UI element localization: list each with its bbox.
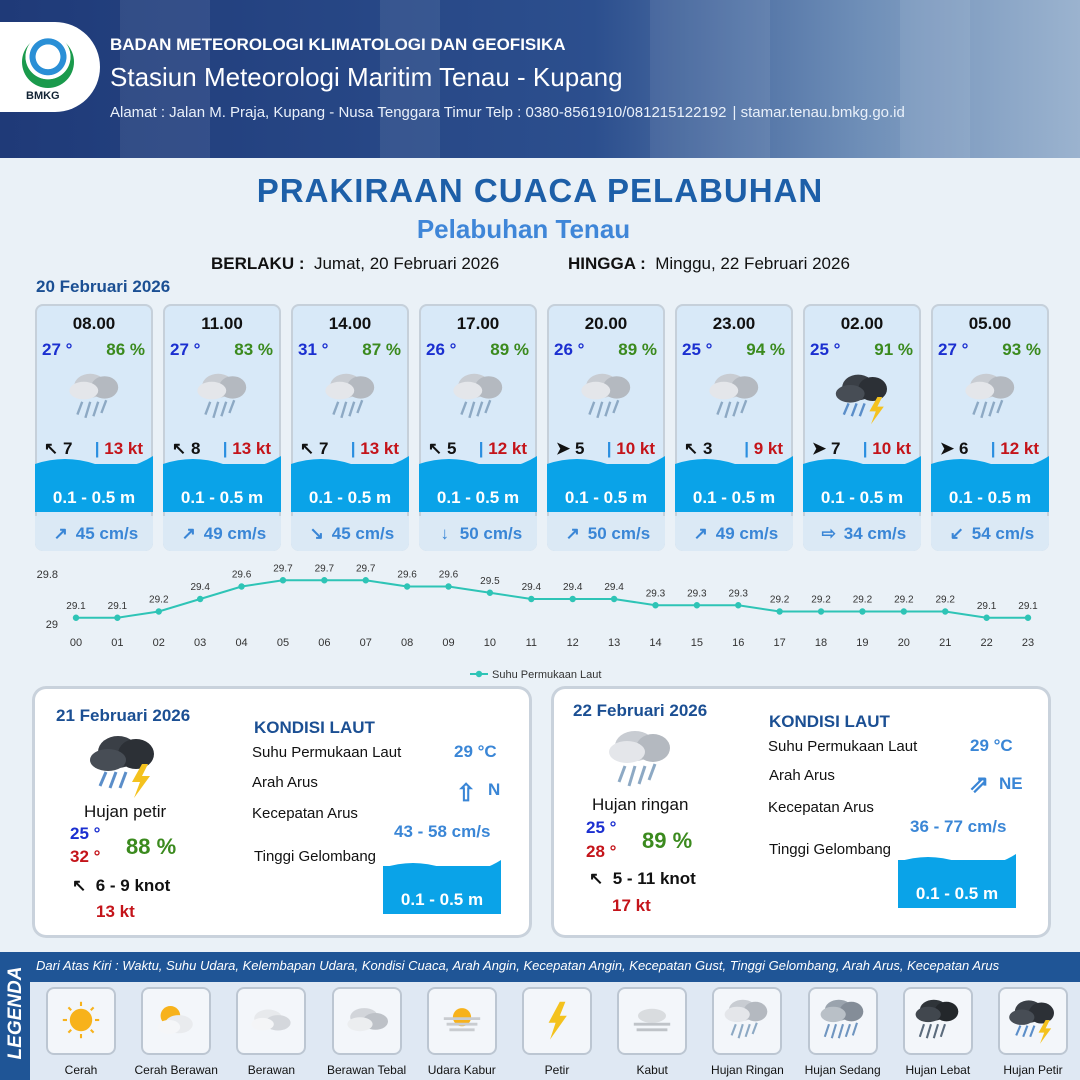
wave-height-badge: [547, 464, 665, 512]
current-speed: 45 cm/s: [331, 524, 395, 543]
card-humidity: 87 %: [362, 340, 401, 359]
x-tick-label: 19: [856, 637, 869, 649]
bmkg-logo: [0, 22, 100, 112]
wind-direction-icon: ➤: [555, 439, 571, 458]
legend-label: Kabut: [636, 1063, 668, 1077]
wave-height: 0.1 - 0.5 m: [308, 488, 392, 507]
data-point: [1025, 615, 1031, 621]
wave-height: 0.1 - 0.5 m: [180, 488, 264, 507]
wind-gust: | 13 kt: [95, 439, 143, 459]
light-rain-icon: [712, 987, 782, 1055]
data-label: 29.1: [976, 600, 997, 612]
wind-speed: 5: [447, 439, 457, 458]
data-point: [363, 577, 369, 583]
wind-speed: 5: [575, 439, 585, 458]
card-time: 14.00: [328, 314, 372, 333]
sst-label: Suhu Permukaan Laut: [252, 744, 402, 761]
current-speed: 49 cm/s: [715, 524, 779, 543]
data-label: 29.6: [231, 569, 252, 581]
data-point: [942, 608, 948, 614]
data-point: [114, 615, 120, 621]
lightning-icon: [522, 987, 592, 1055]
current-direction-icon: ↗: [53, 524, 68, 543]
card-time: 05.00: [968, 314, 1012, 333]
legend-side-tab: LEGENDA: [0, 952, 30, 1080]
legend-label: Cerah Berawan: [134, 1063, 218, 1077]
wind-direction-icon: ↖: [299, 439, 315, 458]
data-label: 29.4: [562, 582, 583, 593]
logo-text: BMKG: [26, 90, 60, 102]
x-tick-label: 01: [111, 637, 124, 649]
card-temperature: 25 °: [810, 340, 841, 359]
legend-label: Cerah: [64, 1063, 98, 1077]
x-tick-label: 08: [401, 637, 414, 649]
data-label: 29.5: [480, 575, 500, 587]
fog-icon: [617, 987, 687, 1055]
card-humidity: 83 %: [234, 340, 273, 359]
legend-label: Hujan Petir: [1003, 1063, 1063, 1077]
partly-cloudy-icon: [141, 987, 211, 1055]
wind-gust: | 10 kt: [863, 439, 911, 459]
station-address: Alamat : Jalan M. Praja, Kupang - Nusa Tenggara Timur Telp : 0380-8561910/081215122192 | stamar.tenau.bmkg.go.id: [110, 104, 905, 121]
light-rain-icon: [575, 364, 639, 430]
card-humidity: 86 %: [106, 340, 145, 359]
card-temperature: 27 °: [42, 340, 73, 359]
x-tick-label: 06: [318, 637, 331, 649]
current-speed: 34 cm/s: [843, 524, 907, 543]
current-dir-value: NE: [999, 774, 1023, 793]
x-tick-label: 03: [194, 637, 207, 649]
light-rain-icon: [703, 364, 767, 430]
data-label: 29.7: [314, 563, 335, 575]
data-point: [818, 608, 824, 614]
thunderstorm-icon: [998, 987, 1068, 1055]
forecast-card: [35, 304, 153, 551]
data-label: 29.3: [728, 588, 748, 600]
wave-height-badge: 0.1 - 0.5 m: [898, 860, 1016, 908]
cloudy-icon: [236, 987, 306, 1055]
x-tick-label: 05: [276, 637, 290, 649]
legend-label: Hujan Ringan: [711, 1063, 784, 1077]
legend-label: Hujan Lebat: [905, 1063, 971, 1077]
x-tick-label: 11: [525, 637, 538, 649]
panel-wind: ↖ 6 - 9 knot: [72, 876, 171, 895]
station-website: | stamar.tenau.bmkg.go.id: [732, 104, 905, 121]
current-speed-label: Kecepatan Arus: [252, 805, 358, 822]
panel-gust: 17 kt: [612, 896, 651, 915]
data-point: [197, 596, 203, 602]
arrow-up-icon: ⇧: [456, 780, 477, 807]
forecast-card: [419, 304, 537, 551]
data-label: 29.4: [521, 582, 542, 593]
thunderstorm-icon: [84, 728, 164, 800]
wave-height-badge: [291, 464, 409, 512]
card-temperature: 27 °: [938, 340, 969, 359]
wind-speed: 7: [63, 439, 73, 458]
wind-speed: 7: [319, 439, 329, 458]
header-banner: [0, 0, 1080, 158]
card-temperature: 26 °: [426, 340, 457, 359]
wind-speed: 3: [703, 439, 713, 458]
sst-value: 29 °C: [970, 736, 1013, 755]
forecast-card: [675, 304, 793, 551]
x-tick-label: 07: [359, 637, 372, 649]
data-label: 29.7: [273, 563, 293, 575]
data-label: 29.2: [894, 594, 914, 606]
panel-temp-max: 32 °: [70, 847, 101, 866]
data-point: [983, 615, 989, 621]
card-humidity: 89 %: [618, 340, 657, 359]
card-time: 17.00: [456, 314, 500, 333]
current-speed: 50 cm/s: [459, 524, 523, 543]
page-subtitle: Pelabuhan Tenau: [416, 214, 631, 244]
sst-line-chart: [30, 560, 1050, 686]
data-point: [280, 577, 286, 583]
legend-label: Udara Kabur: [427, 1063, 496, 1077]
data-label: 29.1: [66, 600, 86, 612]
data-point: [652, 602, 658, 608]
x-tick-label: 15: [690, 637, 703, 649]
panel-temp-min: 25 °: [70, 824, 101, 843]
forecast-panel-21: [32, 686, 532, 938]
data-label: 29.3: [687, 588, 707, 600]
wind-gust: | 12 kt: [479, 439, 527, 459]
x-tick-label: 20: [897, 637, 910, 649]
wind-speed: 7: [831, 439, 841, 458]
sunny-icon: [46, 987, 116, 1055]
data-point: [776, 608, 782, 614]
card-current: [931, 516, 1049, 551]
x-tick-label: 14: [649, 637, 662, 649]
x-tick-label: 21: [939, 637, 952, 649]
current-speed-value: 43 - 58 cm/s: [394, 822, 491, 841]
x-tick-label: 22: [980, 637, 993, 649]
haze-icon: [427, 987, 497, 1055]
data-point: [611, 596, 617, 602]
data-point: [445, 583, 451, 589]
sst-series-line: [76, 580, 1028, 618]
data-label: 29.4: [190, 582, 210, 593]
data-point: [569, 596, 575, 602]
data-point: [404, 583, 410, 589]
card-time: 20.00: [584, 314, 628, 333]
current-direction-icon: ↘: [309, 524, 324, 543]
data-label: 29.1: [1018, 600, 1038, 612]
card-current: [419, 516, 537, 551]
light-rain-icon: [601, 724, 681, 796]
current-speed: 54 cm/s: [971, 524, 1035, 543]
wind-gust: | 9 kt: [744, 439, 783, 459]
sea-condition-title: KONDISI LAUT: [769, 712, 890, 731]
panel-humidity: 89 %: [642, 828, 693, 853]
arrow-ne-icon: ⇗: [969, 771, 990, 798]
card-humidity: 91 %: [874, 340, 913, 359]
legend-label: Petir: [544, 1063, 570, 1077]
current-direction-icon: ↗: [565, 524, 580, 543]
forecast-card: [547, 304, 665, 551]
current-speed: 49 cm/s: [203, 524, 267, 543]
y-tick-label: 29: [45, 619, 58, 631]
current-direction-icon: ↓: [440, 524, 450, 543]
panel-condition: Hujan petir: [84, 802, 167, 821]
data-point: [528, 596, 534, 602]
wind-direction-icon: ↖: [589, 869, 604, 888]
card-humidity: 94 %: [746, 340, 785, 359]
card-temperature: 31 °: [298, 340, 329, 359]
sst-label: Suhu Permukaan Laut: [768, 738, 918, 755]
legend-label: Berawan Tebal: [327, 1063, 407, 1077]
wave-height-badge: [931, 464, 1049, 512]
station-name: Stasiun Meteorologi Maritim Tenau - Kupang: [110, 62, 623, 92]
heavy-rain-icon: [903, 987, 973, 1055]
x-tick-label: 00: [69, 637, 83, 649]
light-rain-icon: [319, 364, 383, 430]
panel-date: 22 Februari 2026: [573, 701, 708, 720]
card-time: 11.00: [201, 314, 243, 333]
data-label: 29.1: [107, 600, 128, 612]
wind-gust: | 12 kt: [991, 439, 1039, 459]
wind-speed: 6: [959, 439, 969, 458]
valid-to: HINGGA : Minggu, 22 Februari 2026: [568, 254, 850, 273]
card-time: 02.00: [840, 314, 884, 333]
panel-wind: ↖ 5 - 11 knot: [589, 869, 696, 888]
x-tick-label: 23: [1021, 637, 1035, 649]
x-tick-label: 13: [607, 637, 621, 649]
data-point: [735, 602, 741, 608]
day1-date: 20 Februari 2026: [36, 277, 171, 296]
data-point: [321, 577, 327, 583]
data-point: [487, 590, 493, 596]
legend-marker: [476, 671, 482, 677]
wave-label: Tinggi Gelombang: [254, 848, 377, 865]
light-rain-icon: [959, 364, 1023, 430]
current-dir-label: Arah Arus: [769, 767, 835, 784]
legend-label: Suhu Permukaan Laut: [492, 669, 602, 681]
current-speed: 45 cm/s: [75, 524, 139, 543]
card-current: [675, 516, 793, 551]
wind-direction-icon: ↖: [171, 439, 187, 458]
data-point: [694, 602, 700, 608]
card-time: 08.00: [72, 314, 116, 333]
x-tick-label: 12: [566, 637, 579, 649]
agency-name: BADAN METEOROLOGI KLIMATOLOGI DAN GEOFISIKA: [110, 35, 566, 54]
data-label: 29.6: [438, 569, 459, 581]
wind-direction-icon: ➤: [811, 439, 827, 458]
card-current: [163, 516, 281, 551]
light-rain-icon: [63, 364, 127, 430]
data-label: 29.2: [852, 594, 873, 606]
wave-height: 0.1 - 0.5 m: [948, 488, 1032, 507]
panel-temp-max: 28 °: [586, 842, 617, 861]
light-rain-icon: [447, 364, 511, 430]
wave-height-badge: 0.1 - 0.5 m: [383, 866, 501, 914]
current-dir-value: N: [488, 780, 501, 799]
wave-height: 0.1 - 0.5 m: [436, 488, 520, 507]
wave-height: 0.1 - 0.5 m: [52, 488, 136, 507]
forecast-card: [291, 304, 409, 551]
moderate-rain-icon: [808, 987, 878, 1055]
panel-gust: 13 kt: [96, 902, 135, 921]
data-point: [238, 583, 244, 589]
wave-height-badge: [163, 464, 281, 512]
current-dir-label: Arah Arus: [252, 774, 318, 791]
wind-gust: | 13 kt: [351, 439, 399, 459]
x-tick-label: 04: [235, 637, 248, 649]
card-temperature: 27 °: [170, 340, 201, 359]
wave-height-badge: [675, 464, 793, 512]
current-speed: 50 cm/s: [587, 524, 651, 543]
x-tick-label: 17: [773, 637, 786, 649]
wave-height-badge: [803, 464, 921, 512]
bmkg-emblem-icon: [22, 36, 74, 88]
current-direction-icon: ⇨: [821, 524, 836, 543]
card-current: [35, 516, 153, 551]
sst-value: 29 °C: [454, 742, 497, 761]
data-label: 29.2: [769, 594, 790, 606]
forecast-card: [163, 304, 281, 551]
wind-direction-icon: ➤: [939, 439, 955, 458]
card-temperature: 25 °: [682, 340, 713, 359]
x-tick-label: 10: [483, 637, 497, 649]
data-point: [73, 615, 79, 621]
current-speed-value: 36 - 77 cm/s: [910, 817, 1007, 836]
wave-height: 0.1 - 0.5 m: [564, 488, 648, 507]
panel-humidity: 88 %: [126, 834, 177, 859]
wind-direction-icon: ↖: [427, 439, 443, 458]
card-current: [291, 516, 409, 551]
y-tick-label: 29.8: [36, 569, 58, 581]
forecast-card: [803, 304, 921, 551]
card-temperature: 26 °: [554, 340, 585, 359]
wave-height: 0.1 - 0.5 m: [820, 488, 904, 507]
data-label: 29.7: [356, 563, 376, 575]
forecast-panel-22: [551, 686, 1051, 938]
panel-condition: Hujan ringan: [592, 795, 689, 814]
x-tick-label: 09: [442, 637, 455, 649]
panel-temp-min: 25 °: [586, 818, 617, 837]
legend-description: Dari Atas Kiri : Waktu, Suhu Udara, Kelembapan Udara, Kondisi Cuaca, Arah Angin, Kecepatan Angin, Kecepatan Gust, Tinggi Gelombang, Arah Arus, Kecepatan Arus: [36, 958, 1000, 973]
data-label: 29.2: [811, 594, 831, 606]
legend-label: Hujan Sedang: [804, 1063, 881, 1077]
current-direction-icon: ↙: [949, 524, 964, 543]
overcast-icon: [332, 987, 402, 1055]
current-direction-icon: ↗: [693, 524, 708, 543]
card-humidity: 89 %: [490, 340, 529, 359]
wind-direction-icon: ↖: [72, 876, 87, 895]
card-current: [803, 516, 921, 551]
page-title: PRAKIRAAN CUACA PELABUHAN: [256, 172, 824, 209]
wave-height: 0.1 - 0.5 m: [692, 488, 776, 507]
valid-from: BERLAKU : Jumat, 20 Februari 2026: [211, 254, 500, 273]
data-label: 29.4: [604, 582, 624, 593]
current-speed-label: Kecepatan Arus: [768, 799, 874, 816]
wave-height-badge: [419, 464, 537, 512]
wave-height-badge: [35, 464, 153, 512]
data-point: [156, 608, 162, 614]
legend-label: Berawan: [247, 1063, 296, 1077]
wave-label: Tinggi Gelombang: [769, 841, 892, 858]
wind-speed: 8: [191, 439, 201, 458]
panel-date: 21 Februari 2026: [56, 706, 191, 725]
card-humidity: 93 %: [1002, 340, 1041, 359]
wind-gust: | 10 kt: [607, 439, 655, 459]
wind-gust: | 13 kt: [223, 439, 271, 459]
sea-condition-title: KONDISI LAUT: [254, 718, 375, 737]
x-tick-label: 18: [814, 637, 828, 649]
data-point: [901, 608, 907, 614]
card-current: [547, 516, 665, 551]
wind-direction-icon: ↖: [43, 439, 59, 458]
wind-direction-icon: ↖: [683, 439, 699, 458]
forecast-card: [931, 304, 1049, 551]
light-rain-icon: [191, 364, 255, 430]
data-label: 29.3: [645, 588, 666, 600]
data-label: 29.2: [935, 594, 955, 606]
data-point: [859, 608, 865, 614]
data-label: 29.6: [397, 569, 417, 581]
x-tick-label: 02: [152, 637, 165, 649]
card-time: 23.00: [712, 314, 756, 333]
current-direction-icon: ↗: [181, 524, 196, 543]
thunderstorm-icon: [831, 364, 895, 430]
x-tick-label: 16: [732, 637, 745, 649]
data-label: 29.2: [149, 594, 169, 606]
